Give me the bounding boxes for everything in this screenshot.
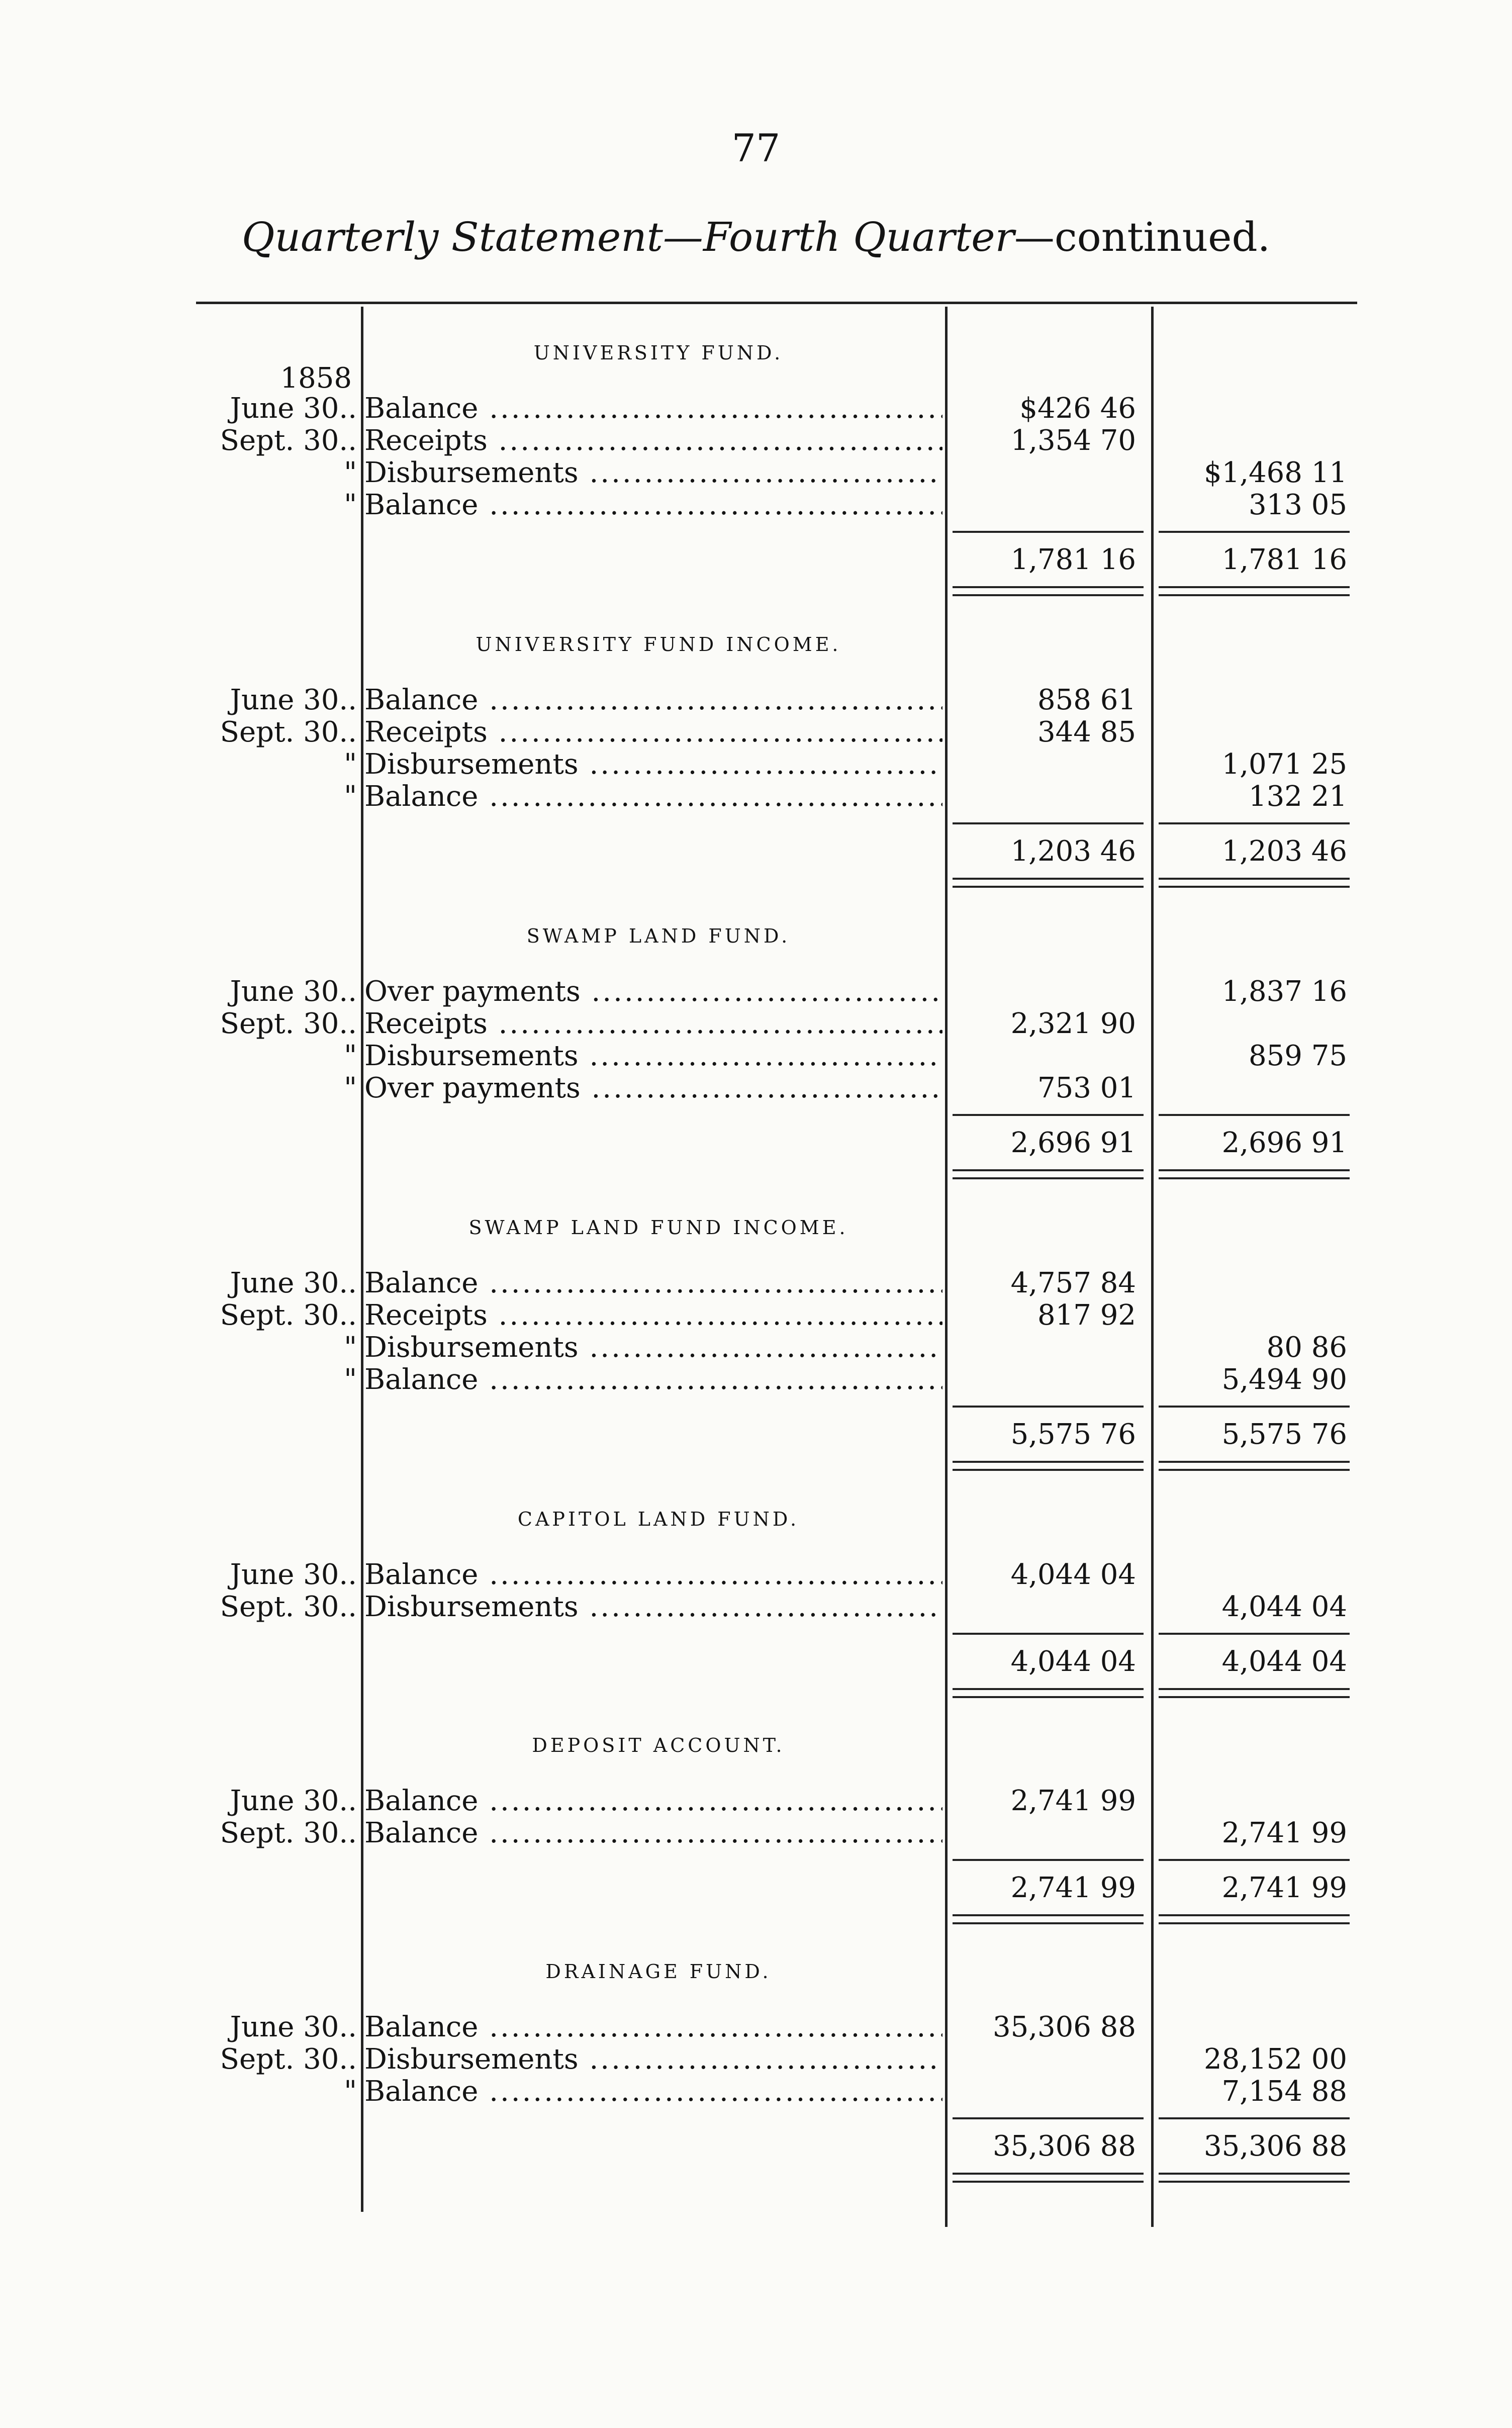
row-description: Balance ..... [364, 1817, 942, 1850]
debit-sum-rule [953, 531, 1144, 533]
row-description: Balance ..... [364, 1785, 942, 1818]
row-date: June 30.. [230, 1267, 357, 1299]
row-description: Disbursements ..... [364, 456, 942, 490]
ledger-row [0, 2075, 1512, 2108]
debit-sum-rule [953, 1114, 1144, 1116]
row-debit-amount: $426 46 [1019, 392, 1136, 425]
total-credit: 1,203 46 [1221, 835, 1347, 868]
row-date: Sept. 30.. [220, 1007, 357, 1040]
row-description: Balance ..... [364, 780, 942, 813]
row-debit-amount: 817 92 [1037, 1299, 1136, 1332]
row-description: Receipts ..... [364, 716, 942, 749]
row-debit-amount: 344 85 [1037, 716, 1136, 749]
page-number: 77 [731, 126, 781, 170]
section-total-row [0, 2130, 1512, 2165]
page-title-italic: Quarterly Statement—Fourth Quarter [241, 214, 1014, 260]
debit-sum-rule [953, 1859, 1144, 1861]
row-description: Disbursements ..... [364, 1040, 942, 1073]
total-credit: 1,781 16 [1221, 543, 1347, 576]
row-description: Over payments ..... [364, 1072, 942, 1105]
total-credit: 2,741 99 [1221, 1872, 1347, 1904]
ledger-row [0, 1331, 1512, 1364]
row-credit-amount: 1,071 25 [1221, 748, 1347, 781]
row-date: " [344, 1331, 357, 1364]
total-credit: 5,575 76 [1221, 1418, 1347, 1451]
row-description: Disbursements ..... [364, 1331, 942, 1364]
row-description: Balance ..... [364, 2011, 942, 2044]
debit-sum-rule [953, 1406, 1144, 1408]
ledger-row [0, 1299, 1512, 1332]
ledger-row [0, 456, 1512, 490]
section-total-row [0, 1645, 1512, 1680]
row-description: Balance ..... [364, 1363, 942, 1396]
row-date: Sept. 30.. [220, 1817, 357, 1849]
row-description: Balance ..... [364, 392, 942, 425]
row-description: Receipts ..... [364, 1007, 942, 1041]
ledger-row [0, 1817, 1512, 1850]
row-description: Disbursements ..... [364, 1591, 942, 1624]
row-credit-amount: 2,741 99 [1221, 1817, 1347, 1849]
section-title: UNIVERSITY FUND INCOME. [476, 633, 841, 656]
credit-double-rule [1159, 878, 1350, 888]
debit-sum-rule [953, 822, 1144, 824]
total-debit: 2,741 99 [1010, 1872, 1136, 1904]
row-date: Sept. 30.. [220, 424, 357, 457]
row-description: Balance ..... [364, 1267, 942, 1300]
credit-double-rule [1159, 1688, 1350, 1698]
row-debit-amount: 753 01 [1037, 1072, 1136, 1104]
row-credit-amount: 859 75 [1249, 1040, 1347, 1072]
row-date: " [344, 456, 357, 489]
row-date: Sept. 30.. [220, 716, 357, 749]
ledger-row [0, 975, 1512, 1008]
credit-double-rule [1159, 1461, 1350, 1471]
credit-sum-rule [1159, 1859, 1350, 1861]
debit-double-rule [953, 1461, 1144, 1471]
row-debit-amount: 1,354 70 [1010, 424, 1136, 457]
debit-double-rule [953, 1688, 1144, 1698]
debit-double-rule [953, 878, 1144, 888]
row-date: Sept. 30.. [220, 2043, 357, 2076]
row-date: June 30.. [230, 684, 357, 716]
total-debit: 5,575 76 [1010, 1418, 1136, 1451]
debit-double-rule [953, 1914, 1144, 1924]
row-credit-amount: $1,468 11 [1203, 456, 1347, 489]
total-debit: 35,306 88 [992, 2130, 1136, 2163]
section-title: DEPOSIT ACCOUNT. [532, 1734, 785, 1756]
debit-double-rule [953, 1169, 1144, 1179]
section-title: UNIVERSITY FUND. [533, 342, 784, 364]
ledger-row [0, 392, 1512, 425]
credit-double-rule [1159, 586, 1350, 596]
ledger-row [0, 489, 1512, 522]
row-credit-amount: 4,044 04 [1221, 1591, 1347, 1623]
row-date: Sept. 30.. [220, 1299, 357, 1332]
ledger-row [0, 716, 1512, 749]
section-total-row [0, 835, 1512, 870]
credit-sum-rule [1159, 1633, 1350, 1635]
total-credit: 2,696 91 [1221, 1127, 1347, 1159]
row-debit-amount: 858 61 [1037, 684, 1136, 716]
ledger-row [0, 424, 1512, 457]
debit-sum-rule [953, 2117, 1144, 2119]
row-description: Balance ..... [364, 1558, 942, 1592]
credit-sum-rule [1159, 2117, 1350, 2119]
row-description: Disbursements ..... [364, 748, 942, 781]
credit-double-rule [1159, 1914, 1350, 1924]
row-credit-amount: 80 86 [1266, 1331, 1347, 1364]
row-debit-amount: 2,321 90 [1010, 1007, 1136, 1040]
row-date: June 30.. [230, 2011, 357, 2043]
row-date: Sept. 30.. [220, 1591, 357, 1623]
row-description: Receipts ..... [364, 424, 942, 457]
ledger-row [0, 1007, 1512, 1041]
ledger-row [0, 780, 1512, 813]
ledger-row [0, 748, 1512, 781]
section-title: CAPITOL LAND FUND. [517, 1508, 800, 1530]
ledger-row [0, 1363, 1512, 1396]
row-date: " [344, 489, 357, 521]
ledger-row [0, 1785, 1512, 1818]
credit-double-rule [1159, 2173, 1350, 2183]
total-debit: 2,696 91 [1010, 1127, 1136, 1159]
row-debit-amount: 35,306 88 [992, 2011, 1136, 2043]
year-label: 1858 [280, 362, 352, 395]
page-title-continued: —continued. [1014, 214, 1271, 260]
row-description: Disbursements ..... [364, 2043, 942, 2076]
section-total-row [0, 1127, 1512, 1162]
total-debit: 1,781 16 [1010, 543, 1136, 576]
total-debit: 1,203 46 [1010, 835, 1136, 868]
row-credit-amount: 28,152 00 [1203, 2043, 1347, 2076]
row-description: Balance ..... [364, 684, 942, 717]
section-total-row [0, 1872, 1512, 1907]
row-debit-amount: 2,741 99 [1010, 1785, 1136, 1817]
total-credit: 4,044 04 [1221, 1645, 1347, 1678]
credit-sum-rule [1159, 822, 1350, 824]
row-debit-amount: 4,044 04 [1010, 1558, 1136, 1591]
row-credit-amount: 1,837 16 [1221, 975, 1347, 1008]
row-credit-amount: 7,154 88 [1221, 2075, 1347, 2108]
credit-sum-rule [1159, 1114, 1350, 1116]
row-date: " [344, 1040, 357, 1072]
section-total-row [0, 543, 1512, 579]
row-credit-amount: 5,494 90 [1221, 1363, 1347, 1396]
row-date: " [344, 748, 357, 781]
debit-sum-rule [953, 1633, 1144, 1635]
total-credit: 35,306 88 [1203, 2130, 1347, 2163]
section-total-row [0, 1418, 1512, 1453]
ledger-row [0, 1040, 1512, 1073]
row-description: Balance ..... [364, 2075, 942, 2108]
row-date: " [344, 1363, 357, 1396]
row-date: " [344, 2075, 357, 2108]
row-date: June 30.. [230, 1785, 357, 1817]
credit-sum-rule [1159, 531, 1350, 533]
row-credit-amount: 313 05 [1249, 489, 1347, 521]
row-description: Balance ..... [364, 489, 942, 522]
ledger-row [0, 1072, 1512, 1105]
ledger-row [0, 1267, 1512, 1300]
section-title: SWAMP LAND FUND INCOME. [468, 1217, 848, 1239]
ledger-row [0, 2043, 1512, 2076]
credit-double-rule [1159, 1169, 1350, 1179]
row-date: June 30.. [230, 392, 357, 425]
row-description: Receipts ..... [364, 1299, 942, 1332]
ledger-row [0, 2011, 1512, 2044]
row-date: " [344, 780, 357, 813]
ledger-row [0, 1591, 1512, 1624]
credit-sum-rule [1159, 1406, 1350, 1408]
debit-double-rule [953, 586, 1144, 596]
row-date: June 30.. [230, 1558, 357, 1591]
ledger-row [0, 684, 1512, 717]
total-debit: 4,044 04 [1010, 1645, 1136, 1678]
row-date: " [344, 1072, 357, 1104]
section-title: SWAMP LAND FUND. [526, 925, 791, 947]
section-title: DRAINAGE FUND. [545, 1960, 772, 1983]
row-date: June 30.. [230, 975, 357, 1008]
row-credit-amount: 132 21 [1249, 780, 1347, 813]
row-debit-amount: 4,757 84 [1010, 1267, 1136, 1299]
debit-double-rule [953, 2173, 1144, 2183]
ledger-row [0, 1558, 1512, 1592]
row-description: Over payments ..... [364, 975, 942, 1008]
